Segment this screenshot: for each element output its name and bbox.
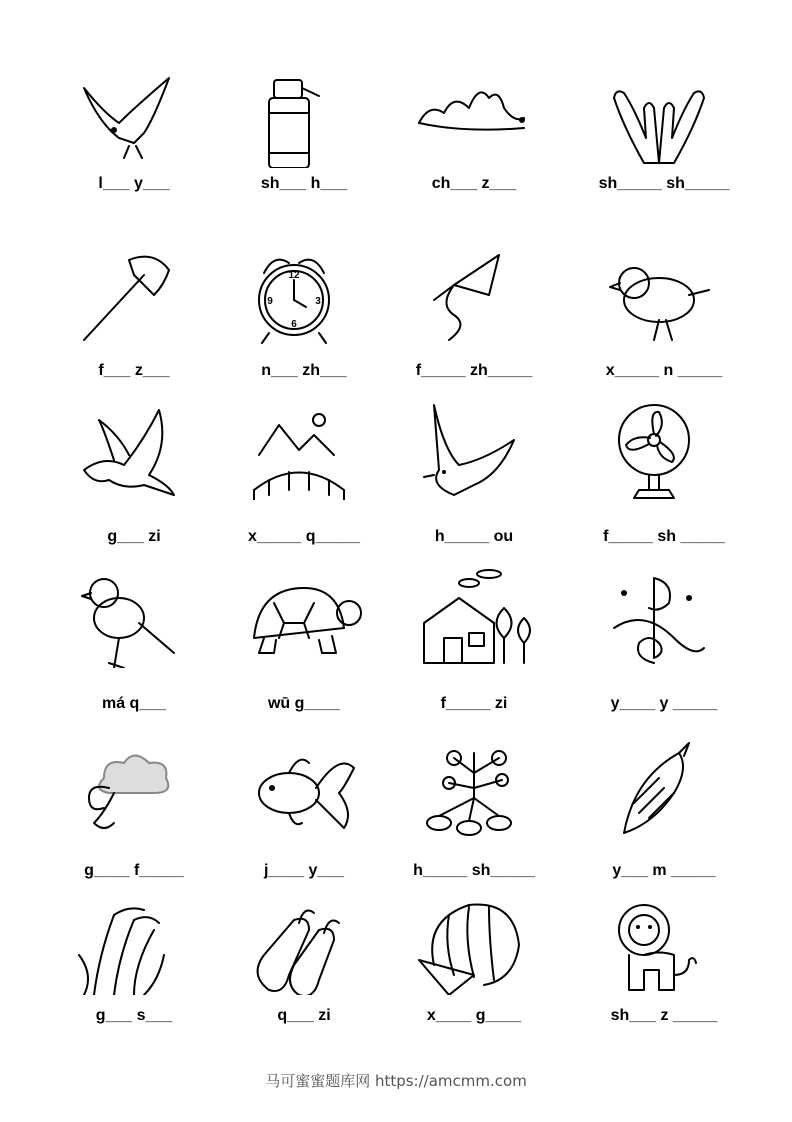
exercise-cell: [565, 68, 763, 238]
exercise-cell: [375, 738, 573, 908]
alarm-clock-icon: [205, 245, 403, 355]
exercise-cell: [375, 400, 573, 570]
pinyin-blank-label: ch___ z___: [431, 175, 517, 192]
exercise-cell: [375, 895, 573, 1065]
exercise-cell: [375, 68, 573, 238]
pinyin-blank-label: sh___ z _____: [610, 1007, 718, 1024]
exercise-cell: [35, 68, 233, 238]
clock-numeral: 9: [267, 296, 273, 307]
exercise-cell: [205, 68, 403, 238]
caterpillar-icon: [375, 68, 573, 178]
axe-icon: [35, 245, 233, 355]
kite-icon: [375, 245, 573, 355]
wind-cloud-icon: [35, 738, 233, 848]
pinyin-blank-label: j____ y___: [263, 862, 345, 879]
pinyin-blank-label: má q___: [101, 695, 167, 712]
pinyin-blank-label: l___ y___: [98, 175, 170, 192]
exercise-cell: [565, 568, 763, 738]
bridge-icon: [205, 400, 403, 510]
exercise-cell: [565, 738, 763, 908]
pinyin-blank-label: g___ s___: [95, 1007, 173, 1024]
exercise-cell: [375, 568, 573, 738]
exercise-cell: [375, 245, 573, 415]
rice-icon: [35, 895, 233, 1005]
exercise-cell: [205, 400, 403, 570]
pinyin-blank-label: h_____ ou: [434, 528, 514, 545]
fan-icon: [565, 400, 763, 510]
pinyin-blank-label: x_____ q_____: [247, 528, 361, 545]
pinyin-blank-label: x_____ n _____: [605, 362, 723, 379]
exercise-cell: [35, 245, 233, 415]
peanut-icon: [375, 738, 573, 848]
pinyin-blank-label: f_____ sh _____: [603, 528, 725, 545]
exercise-cell: [205, 738, 403, 908]
footer: 马可蜜蜜题库网 https://amcmm.com: [265, 1072, 527, 1090]
pinyin-blank-label: x____ g____: [426, 1007, 522, 1024]
exercise-cell: [565, 400, 763, 570]
pinyin-blank-label: g___ zi: [107, 528, 161, 545]
exercise-cell: [35, 738, 233, 908]
exercise-cell: [565, 245, 763, 415]
magpie-icon: [35, 568, 233, 678]
pinyin-blank-label: f___ z___: [98, 362, 170, 379]
pinyin-blank-label: sh___ h___: [260, 175, 348, 192]
watermelon-icon: [375, 895, 573, 1005]
pinyin-blank-label: n___ zh___: [261, 362, 347, 379]
pinyin-blank-label: y____ y _____: [610, 695, 718, 712]
music-note-icon: [565, 568, 763, 678]
exercise-cell: [35, 568, 233, 738]
seagull-icon: [375, 400, 573, 510]
corn-icon: [565, 738, 763, 848]
pinyin-blank-label: sh_____ sh_____: [598, 175, 730, 192]
lion-icon: [565, 895, 763, 1005]
house-icon: [375, 568, 573, 678]
exercise-cell: [205, 895, 403, 1065]
clock-numeral: 3: [315, 296, 321, 307]
exercise-cell: [35, 400, 233, 570]
goldfish-icon: [205, 738, 403, 848]
exercise-cell: [565, 895, 763, 1065]
pinyin-blank-label: f_____ zi: [440, 695, 508, 712]
exercise-cell: [205, 568, 403, 738]
exercise-cell: [205, 245, 403, 415]
thermos-icon: [205, 68, 403, 178]
eagle-icon: [35, 68, 233, 178]
exercise-cell: [35, 895, 233, 1065]
clock-numeral: 12: [288, 270, 300, 281]
pinyin-blank-label: y___ m _____: [612, 862, 716, 879]
pinyin-blank-label: wū g____: [267, 695, 341, 712]
turtle-icon: [205, 568, 403, 678]
sparrow-icon: [565, 245, 763, 355]
pinyin-blank-label: f_____ zh_____: [415, 362, 533, 379]
pinyin-blank-label: g____ f_____: [84, 862, 184, 879]
dove-icon: [35, 400, 233, 510]
pinyin-blank-label: h_____ sh_____: [413, 862, 535, 879]
clock-numeral: 6: [291, 319, 297, 330]
hands-icon: [565, 68, 763, 178]
pinyin-blank-label: q___ zi: [277, 1007, 331, 1024]
eggplant-icon: [205, 895, 403, 1005]
